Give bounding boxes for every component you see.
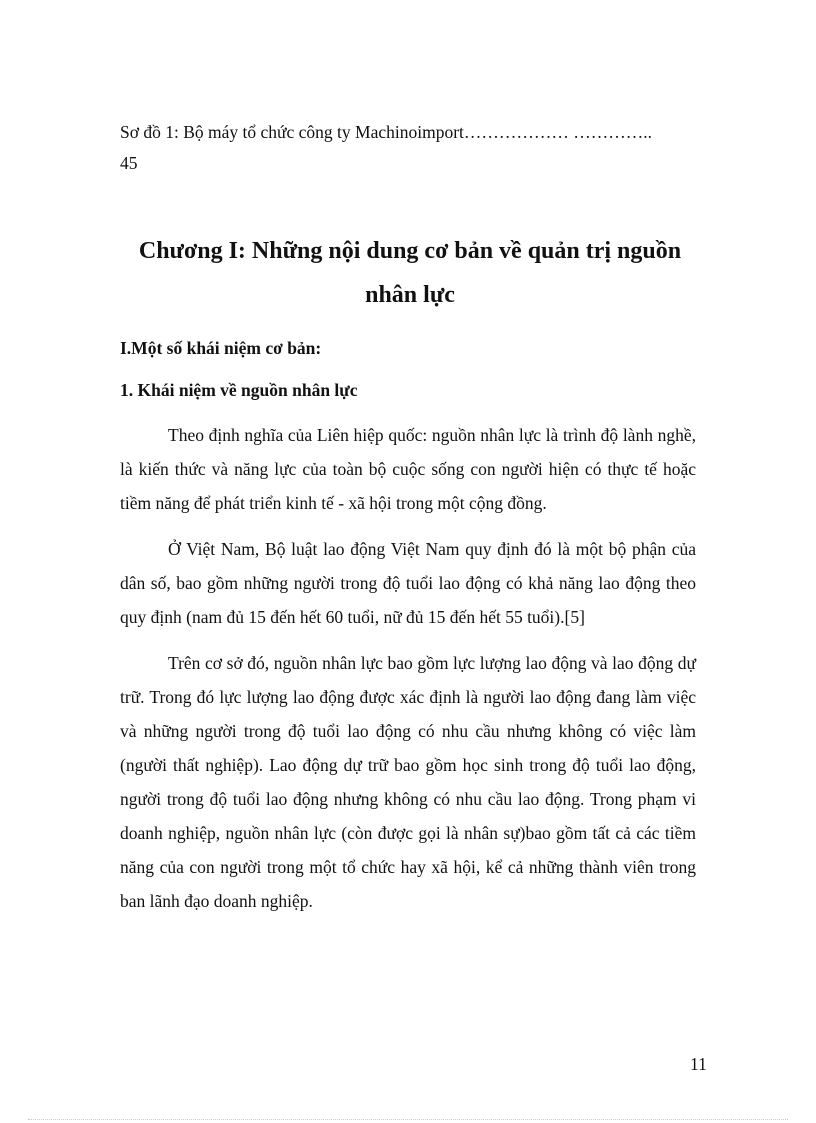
section-heading: I.Một số khái niệm cơ bản: — [120, 338, 322, 358]
footer-divider — [28, 1119, 788, 1120]
page-number: 11 — [690, 1054, 707, 1074]
paragraph-vietnam-labor-law: Ở Việt Nam, Bộ luật lao động Việt Nam quy định đó là một bộ phận của dân số, bao gồm những người trong độ tuổi lao động có khả năng lao động theo quy định (nam đủ 15 đến hết 60 tuổi, nữ đủ 15 đến hết 55 tuổi).[5] — [120, 539, 696, 627]
toc-entry — [120, 117, 720, 179]
toc-entry-page: 45 — [120, 153, 138, 173]
chapter-title: Chương I: Những nội dung cơ bản về quản trị nguồn nhân lực — [138, 238, 682, 308]
paragraph-un-definition: Theo định nghĩa của Liên hiệp quốc: nguồn nhân lực là trình độ lành nghề, là kiến thức và năng lực của toàn bộ cuộc sống con người hiện có thực tế hoặc tiềm năng để phát triển kinh tế - xã hội trong một cộng đồng. — [120, 425, 696, 513]
subsection-heading: 1. Khái niệm về nguồn nhân lực — [120, 380, 358, 400]
paragraph-workforce-composition: Trên cơ sở đó, nguồn nhân lực bao gồm lực lượng lao động và lao động dự trữ. Trong đó lực lượng lao động được xác định là người lao động đang làm việc và những người trong độ tuổi lao động có nhu cầu nhưng không có việc làm (người thất nghiệp). Lao động dự trữ bao gồm học sinh trong độ tuổi lao động, người trong độ tuổi lao động nhưng không có nhu cầu lao động. Trong phạm vi doanh nghiệp, nguồn nhân lực (còn được gọi là nhân sự)bao gồm tất cả các tiềm năng của con người trong một tổ chức hay xã hội, kể cả những thành viên trong ban lãnh đạo doanh nghiệp. — [120, 653, 696, 911]
toc-entry-text: Sơ đồ 1: Bộ máy tổ chức công ty Machinoimport……………… ………….. — [120, 122, 653, 142]
